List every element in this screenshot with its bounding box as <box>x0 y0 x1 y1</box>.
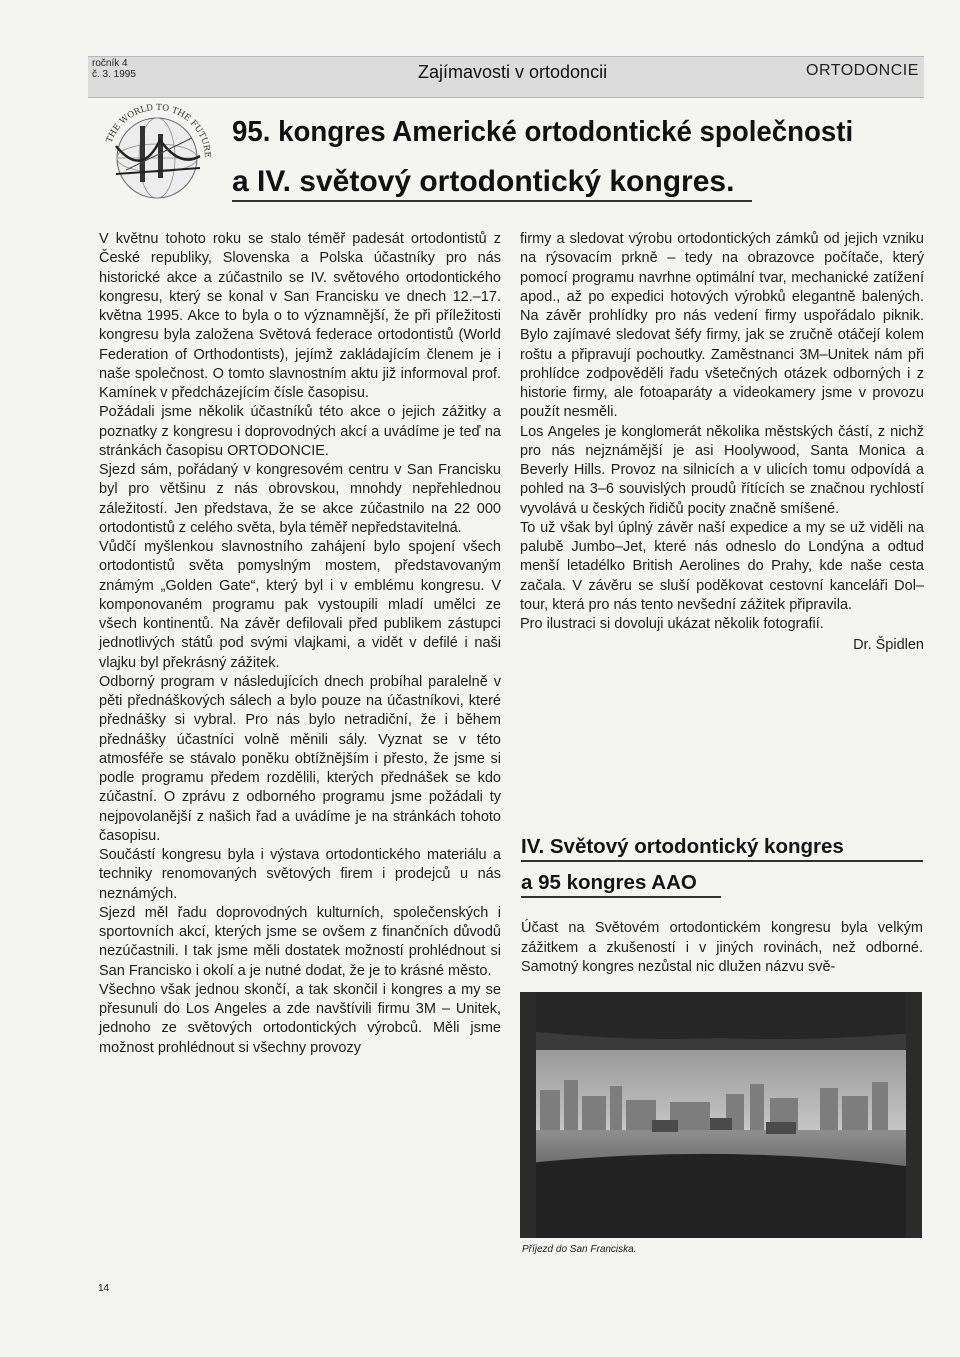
issue-number: č. 3. 1995 <box>92 69 136 80</box>
article-left-column <box>99 230 501 1058</box>
paragraph: firmy a sledovat výrobu ortodontických zámků od jejich vzniku na rýsovacím prkně – tedy na obrazovce počítače, který pomocí programu navrhne optimální tvar, mechanické zatížení apod., až po expedici hotových výrobků elegantně balených. Na závěr prohlídky pro nás vedení firmy uspořádalo piknik. Bylo zajímavé sledovat šéfy firmy, jak se zručně otáčejí kolem roštu a připravují pochoutky. Zaměstnanci 3M–Unitek nám při prohlídce zodpověděli řadu všetečných otázek odborných i z historie firmy, ale fotoaparáty a videokamery jsme v provozu použít nesměli. <box>520 231 924 421</box>
article2-title-underline <box>521 860 923 862</box>
paragraph: Vůdčí myšlenkou slavnostního zahájení bylo spojení všech ortodontistů světa pomyslným mostem, představovaným známým „Golden Gate“, který byl i v emblému kongresu. V komponovaném programu pak vystoupili mladí umělci ze všech kontinentů. Na závěr defilovali před publikem zástupci jednotlivých států pod svými vlajkami, a vidět v defilé i naši vlajku byl překrásný zážitek. <box>99 539 501 671</box>
paragraph: Pro ilustraci si dovoluji ukázat několik fotografií. <box>520 616 824 632</box>
paragraph: Sjezd měl řadu doprovodných kulturních, společenských i sportovních akcí, kterých jsme se ovšem z finančních důvodů nezúčastnili. I tak jsme měli dostatek možností prohlédnout si San Francisko i okolí a je nutné dodat, že je to krásné město. <box>99 904 501 979</box>
paragraph: To už však byl úplný závěr naší expedice a my se už viděli na palubě Jumbo–Jet, které nás odneslo do Londýna a odtud menší letadélko British Aerolines do Prahy, kde naše cesta začala. V závěru se sluší poděkovat cestovní kanceláři Dol–tour, která pro nás tento nevšední zážitek připravila. <box>520 519 924 613</box>
article2-body <box>521 919 923 978</box>
paragraph: Los Angeles je konglomerát několika městských částí, z nichž pro nás nejznámější je asi Hoolywood, Santa Monica a Beverly Hills. Provoz na silnicích a v ulicích tomu odpovídá a pohled na 3–6 souvislých proudů řítících se značnou rychlostí vyvolává u českých řidičů pocity značně smíšené. <box>520 423 924 517</box>
issue-volume: ročník 4 <box>92 58 128 69</box>
author-signature: Dr. Špidlen <box>853 637 924 654</box>
section-title: Zajímavosti v ortodoncii <box>418 62 608 82</box>
page-number: 14 <box>98 1283 110 1294</box>
paragraph: Požádali jsme několik účastníků této akce o jejich zážitky a poznatky z kongresu i doprovodných akcí a uvádíme je teď na stránkách časopisu ORTODONCIE. <box>99 404 501 459</box>
journal-brand: ORTODONCIE <box>806 62 919 79</box>
paragraph: Odborný program v následujících dnech probíhal paralelně v pěti přednáškových sálech a bylo pouze na účastníkovi, které přednášky si vybral. Pro nás bylo netradiční, že i během přednášky účastníci volně měnili sály. Vyznat se v této atmosféře se stávalo poněku obtížnějším i přesto, že jsme si podle programu předem rozdělili, kterých přednášek se kdo zúčastní. O zprávu z odborného programu jsme požádali ty nejpovolanější z našich řad a uvádíme je na stránkách tohoto časopisu. <box>99 673 501 844</box>
paragraph: Všechno však jednou skončí, a tak skončil i kongres a my se přesunuli do Los Angeles a zde navštívili firmu 3M – Unitek, jednoho ze světových ortodontických výrobců. Měli jsme možnost prohlédnout si všechny provozy <box>99 981 501 1056</box>
article2-title-line2: a 95 kongres AAO <box>521 871 697 894</box>
article-title-line1: 95. kongres Americké ortodontické společnosti <box>232 116 854 148</box>
paragraph: Součástí kongresu byla i výstava ortodontického materiálu a techniky renomovaných světových firem i prodejců u nás neznámých. <box>99 847 501 902</box>
title-underline <box>232 200 752 202</box>
article-right-column <box>520 230 924 656</box>
paragraph: V květnu tohoto roku se stalo téměř padesát ortodontistů z České republiky, Slovenska a Polska účastníky pro nás historické akce a zúčastnilo se IV. světového ortodontického kongresu, který se konal v San Francisku ve dnech 12.–17. května 1995. Akce to byla o to významnější, že při příležitosti kongresu byla založena Světová federace ortodontistů (World Federation of Orthodontists), jejímž zakládajícím členem je i naše společnost. O tomto slavnostním aktu již informoval prof. Kamínek v předcházejícím čísle časopisu. <box>99 231 501 401</box>
issue-info <box>92 58 136 80</box>
article-title-line2: a IV. světový ortodontický kongres. <box>232 165 735 198</box>
article2-title-line1: IV. Světový ortodontický kongres <box>521 835 844 858</box>
paragraph: Účast na Světovém ortodontickém kongresu byla velkým zážitkem a zkušeností i v jiných rovinách, než odborné. Samotný kongres nezůstal nic dlužen názvu svě- <box>521 920 923 975</box>
golden-gate-globe-logo-icon <box>96 98 218 218</box>
article2-title-underline <box>521 896 721 898</box>
logo-ring-text: THE WORLD TO THE FUTURE <box>104 102 213 159</box>
photo-caption: Příjezd do San Franciska. <box>522 1244 637 1255</box>
paragraph: Sjezd sám, pořádaný v kongresovém centru v San Francisku byl pro většinu z nás obrovskou, mnohdy nepřehlednou záležitostí. Jen představa, že se akce zúčastnilo na 22 000 ortodontistů z celého světa, byla téměř nepředstavitelná. <box>99 462 501 536</box>
photo-arrival-san-francisco <box>520 992 922 1238</box>
